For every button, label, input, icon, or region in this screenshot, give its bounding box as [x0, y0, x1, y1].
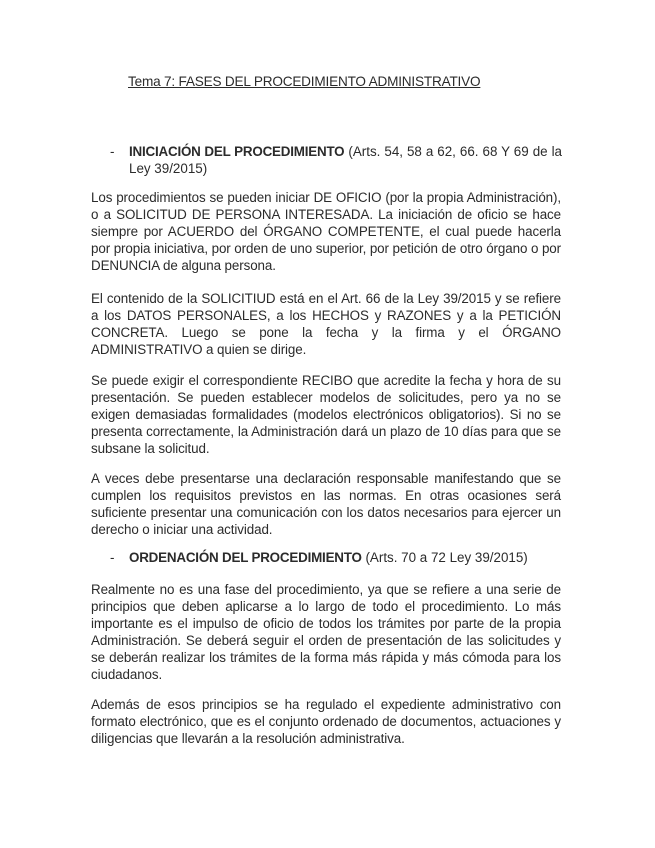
bullet-dash: -: [110, 550, 115, 565]
bullet-dash: -: [110, 144, 115, 159]
section-heading-iniciacion: [110, 143, 562, 177]
section-heading-ordenacion: [110, 549, 562, 566]
section-heading-reference: (Arts. 70 a 72 Ley 39/2015): [365, 550, 528, 565]
section-heading-name: ORDENACIÓN DEL PROCEDIMIENTO: [129, 550, 362, 565]
section-heading-name: INICIACIÓN DEL PROCEDIMIENTO: [129, 144, 345, 159]
section-heading-body: [129, 549, 562, 566]
page-title: Tema 7: FASES DEL PROCEDIMIENTO ADMINISTRATIVO: [128, 74, 481, 89]
paragraph: A veces debe presentarse una declaración responsable manifestando que se cumplen los requisitos previstos en las normas. En otras ocasiones será suficiente presentar una comunicación con los datos necesarios para ejercer un derecho o iniciar una actividad.: [91, 471, 561, 537]
paragraph: Se puede exigir el correspondiente RECIBO que acredite la fecha y hora de su presentación. Se pueden establecer modelos de solicitudes, pero ya no se exigen demasiadas formalidades (modelos electrónicos obligatorios). Si no se presenta correctamente, la Administración dará un plazo de 10 días para que se subsane la solicitud.: [91, 373, 561, 456]
paragraph: Realmente no es una fase del procedimiento, ya que se refiere a una serie de principios que deben aplicarse a lo largo de todo el procedimiento. Lo más importante es el impulso de oficio de todos los trámites por parte de la propia Administración. Se deberá seguir el orden de presentación de las solicitudes y se deberán realizar los trámites de la forma más rápida y más cómoda para los ciudadanos.: [91, 582, 561, 682]
paragraph: El contenido de la SOLICITIUD está en el Art. 66 de la Ley 39/2015 y se refiere a los DATOS PERSONALES, a los HECHOS y RAZONES y a la PETICIÓN CONCRETA. Luego se pone la fecha y la firma y el ÓRGANO ADMINISTRATIVO a quien se dirige.: [91, 291, 561, 357]
section-heading-reference: (Arts. 54, 58 a 62, 66. 68 Y 69 de la Ley 39/2015): [129, 144, 562, 176]
paragraph: Los procedimientos se pueden iniciar DE OFICIO (por la propia Administración), o a SOLICITUD DE PERSONA INTERESADA. La iniciación de oficio se hace siempre por ACUERDO del ÓRGANO COMPETENTE, el cual puede hacerla por propia iniciativa, por orden de uno superior, por petición de otro órgano o por DENUNCIA de alguna persona.: [91, 190, 561, 273]
paragraph: Además de esos principios se ha regulado el expediente administrativo con formato electrónico, que es el conjunto ordenado de documentos, actuaciones y diligencias que llevarán a la resolución administrativa.: [91, 697, 561, 746]
section-heading-body: [129, 143, 562, 177]
